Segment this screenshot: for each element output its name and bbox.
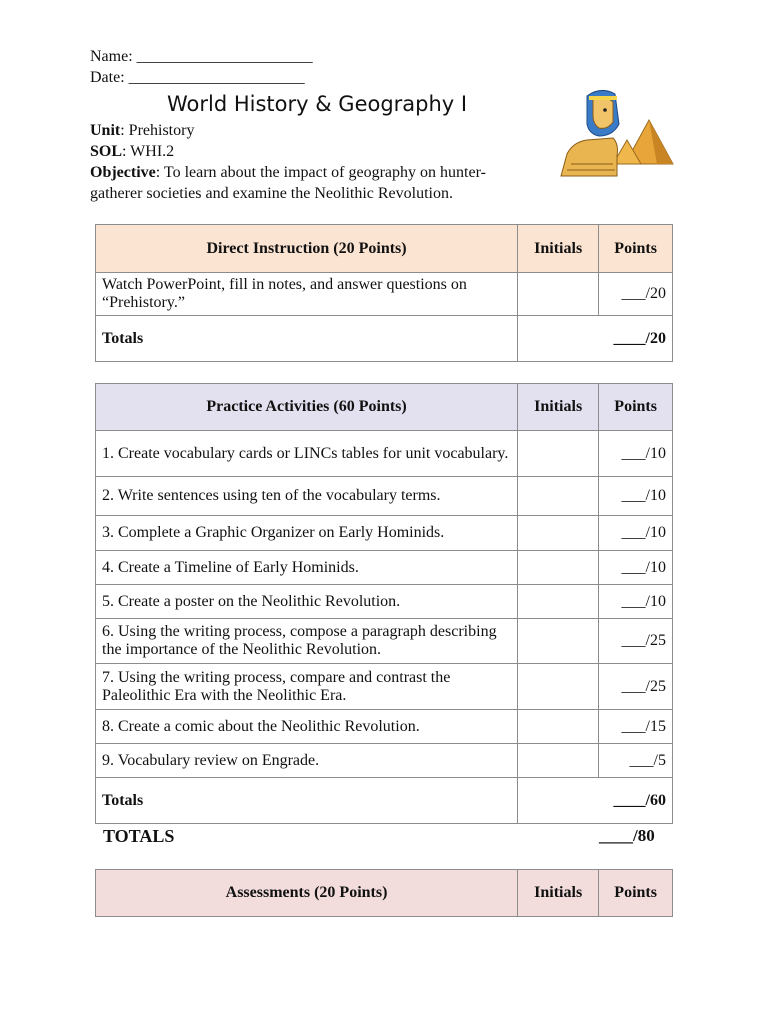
table-row [96,477,673,516]
table-row [96,585,673,619]
assessments-table [95,869,673,917]
practice-activities-header: Practice Activities (60 Points) [96,384,518,431]
points-cell[interactable]: ___/20 [599,273,673,316]
points-header: Points [599,384,673,431]
initials-cell[interactable] [518,710,599,744]
task-cell: 4. Create a Timeline of Early Hominids. [96,551,518,585]
table-row [96,431,673,477]
points-cell[interactable]: ___/10 [599,431,673,477]
unit-line [90,122,194,140]
task-cell: Watch PowerPoint, fill in notes, and answer questions on “Prehistory.” [96,273,518,316]
objective-label: Objective [90,164,156,181]
totals-row [96,778,673,824]
initials-cell[interactable] [518,516,599,551]
table-row [96,664,673,710]
task-cell: 1. Create vocabulary cards or LINCs tables for unit vocabulary. [96,431,518,477]
sol-value: : WHI.2 [122,143,175,160]
table-row [96,516,673,551]
points-cell[interactable]: ___/10 [599,516,673,551]
grand-totals-label: TOTALS [103,826,175,846]
points-header: Points [599,870,673,917]
grand-totals-value[interactable]: ____/80 [599,826,655,845]
table-row [96,273,673,316]
points-header: Points [599,225,673,273]
task-cell: 9. Vocabulary review on Engrade. [96,744,518,778]
objective-paragraph [90,162,530,204]
points-cell[interactable]: ___/10 [599,551,673,585]
task-cell: 3. Complete a Graphic Organizer on Early Hominids. [96,516,518,551]
page-title: World History & Geography I [167,92,468,116]
date-line: Date: ______________________ [90,69,305,86]
points-cell[interactable]: ___/15 [599,710,673,744]
task-cell: 7. Using the writing process, compare and contrast the Paleolithic Era with the Neolithic Era. [96,664,518,710]
initials-cell[interactable] [518,744,599,778]
points-cell[interactable]: ___/25 [599,664,673,710]
initials-cell[interactable] [518,585,599,619]
sol-label: SOL [90,143,123,160]
table-row [96,551,673,585]
practice-activities-table [95,383,673,824]
task-cell: 2. Write sentences using ten of the vocabulary terms. [96,477,518,516]
task-cell: 6. Using the writing process, compose a paragraph describing the importance of the Neolithic Revolution. [96,619,518,664]
initials-cell[interactable] [518,664,599,710]
sol-line [90,143,174,161]
table-header-row [96,384,673,431]
initials-header: Initials [518,870,599,917]
totals-row [96,316,673,362]
assessments-header: Assessments (20 Points) [96,870,518,917]
table-row [96,619,673,664]
table-row [96,744,673,778]
objective-value: : To learn about the impact of geography on hunter-gatherer societies and examine the Neolithic Revolution. [90,164,486,202]
points-cell[interactable]: ___/25 [599,619,673,664]
points-cell[interactable]: ___/5 [599,744,673,778]
task-cell: 8. Create a comic about the Neolithic Revolution. [96,710,518,744]
points-cell[interactable]: ___/10 [599,585,673,619]
task-cell: 5. Create a poster on the Neolithic Revolution. [96,585,518,619]
initials-cell[interactable] [518,619,599,664]
initials-header: Initials [518,225,599,273]
initials-cell[interactable] [518,273,599,316]
points-cell[interactable]: ___/10 [599,477,673,516]
unit-value: : Prehistory [120,122,195,139]
table-row [96,710,673,744]
direct-instruction-table [95,224,673,362]
totals-label: Totals [96,316,518,362]
initials-cell[interactable] [518,477,599,516]
table-header-row [96,225,673,273]
sphinx-pyramid-icon [553,84,675,180]
name-line: Name: ______________________ [90,48,313,65]
totals-label: Totals [96,778,518,824]
totals-value[interactable]: ____/20 [518,316,673,362]
initials-cell[interactable] [518,551,599,585]
totals-value[interactable]: ____/60 [518,778,673,824]
initials-header: Initials [518,384,599,431]
initials-cell[interactable] [518,431,599,477]
direct-instruction-header: Direct Instruction (20 Points) [96,225,518,273]
table-header-row [96,870,673,917]
unit-label: Unit [90,122,121,139]
